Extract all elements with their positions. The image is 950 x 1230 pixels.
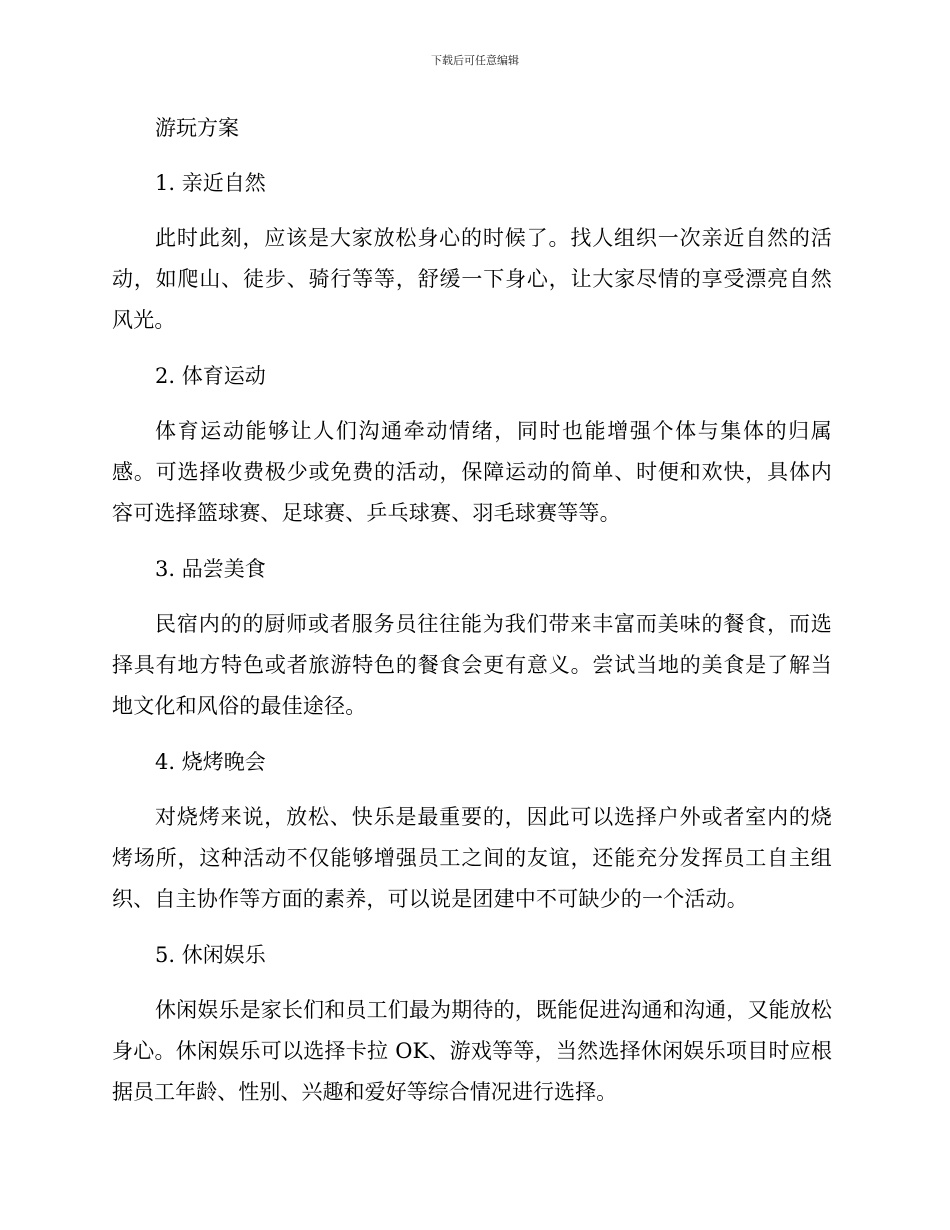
page-header: 下载后可任意编辑 bbox=[431, 54, 519, 67]
section-leisure bbox=[112, 935, 832, 1113]
section-paragraph: 体育运动能够让人们沟通牵动情绪，同时也能增强个体与集体的归属感。可选择收费极少或免费的活动，保障运动的简单、时便和欢快，具体内容可选择篮球赛、足球赛、乒乓球赛、羽毛球赛等等。 bbox=[112, 419, 832, 525]
section-paragraph: 此时此刻，应该是大家放松身心的时候了。找人组织一次亲近自然的活动，如爬山、徒步、骑行等等，舒缓一下身心，让大家尽情的享受漂亮自然风光。 bbox=[112, 226, 832, 332]
section-paragraph: 民宿内的的厨师或者服务员往往能为我们带来丰富而美味的餐食，而选择具有地方特色或者旅游特色的餐食会更有意义。尝试当地的美食是了解当地文化和风俗的最佳途径。 bbox=[112, 612, 832, 718]
document-body bbox=[112, 108, 832, 1113]
section-heading: 4. 烧烤晚会 bbox=[155, 750, 266, 774]
section-heading: 1. 亲近自然 bbox=[155, 171, 266, 195]
section-paragraph: 休闲娱乐是家长们和员工们最为期待的，既能促进沟通和沟通，又能放松身心。休闲娱乐可以选择卡拉 OK、游戏等等，当然选择休闲娱乐项目时应根据员工年龄、性别、兴趣和爱好等综合情况进行选择。 bbox=[112, 998, 832, 1104]
document-title: 游玩方案 bbox=[155, 116, 239, 140]
section-heading: 5. 休闲娱乐 bbox=[155, 943, 266, 967]
section-nature bbox=[112, 163, 832, 341]
section-heading: 3. 品尝美食 bbox=[155, 557, 266, 581]
section-sports bbox=[112, 356, 832, 534]
section-food bbox=[112, 549, 832, 727]
section-bbq bbox=[112, 742, 832, 920]
section-paragraph: 对烧烤来说，放松、快乐是最重要的，因此可以选择户外或者室内的烧烤场所，这种活动不仅能够增强员工之间的友谊，还能充分发挥员工自主组织、自主协作等方面的素养，可以说是团建中不可缺少的一个活动。 bbox=[112, 805, 832, 911]
section-heading: 2. 体育运动 bbox=[155, 364, 266, 388]
